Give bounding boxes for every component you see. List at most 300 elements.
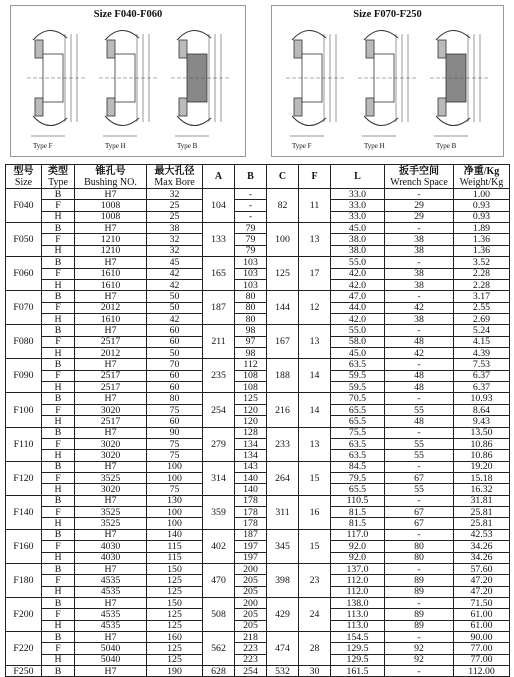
diagram-title: Size F040-F060 [93, 9, 163, 20]
table-row [6, 302, 510, 313]
cell-bushing: 3020 [75, 484, 147, 495]
cell-a: 104 [203, 189, 235, 223]
cell-a: 470 [203, 563, 235, 597]
cell-b: 205 [235, 575, 267, 586]
cell-size: F140 [6, 495, 42, 529]
cell-b: 80 [235, 313, 267, 324]
cell-wrench-space: 89 [385, 620, 454, 631]
cell-b: 205 [235, 609, 267, 620]
cell-max-bore: 50 [147, 291, 203, 302]
cell-max-bore: 50 [147, 348, 203, 359]
cell-max-bore: 42 [147, 313, 203, 324]
cell-b: 120 [235, 416, 267, 427]
cell-wrench-space: 67 [385, 507, 454, 518]
cell-bushing: 4535 [75, 586, 147, 597]
cell-type: H [42, 416, 75, 427]
cell-b: 140 [235, 484, 267, 495]
cell-l: 65.5 [331, 416, 385, 427]
cell-size: F200 [6, 597, 42, 631]
tyre-outline [292, 116, 326, 126]
cell-b: - [235, 189, 267, 200]
cell-wrench-space: - [385, 597, 454, 608]
cell-type: B [42, 359, 75, 370]
cell-size: F110 [6, 427, 42, 461]
table-row [6, 268, 510, 279]
cell-type: B [42, 223, 75, 234]
cell-max-bore: 75 [147, 450, 203, 461]
cell-f: 14 [299, 359, 331, 393]
cell-l: 33.0 [331, 211, 385, 222]
cell-l: 75.5 [331, 427, 385, 438]
type-label: Type H [105, 142, 126, 150]
cell-type: H [42, 382, 75, 393]
cell-weight: 2.55 [454, 302, 510, 313]
cell-f: 13 [299, 325, 331, 359]
cell-max-bore: 75 [147, 404, 203, 415]
cell-weight: 25.81 [454, 518, 510, 529]
cell-b: 79 [235, 245, 267, 256]
cell-weight: 61.00 [454, 609, 510, 620]
cell-bushing: 1610 [75, 279, 147, 290]
type-label: Type F [292, 142, 312, 150]
cell-type: B [42, 495, 75, 506]
cell-b: 98 [235, 348, 267, 359]
cell-a: 359 [203, 495, 235, 529]
cell-max-bore: 115 [147, 552, 203, 563]
table-row [6, 552, 510, 563]
cell-size: F160 [6, 529, 42, 563]
cell-wrench-space: - [385, 359, 454, 370]
col-f: F [299, 165, 331, 189]
coupling-drawing-3 [430, 30, 488, 150]
cell-weight: 61.00 [454, 620, 510, 631]
cell-bushing: 3020 [75, 404, 147, 415]
cell-b: 140 [235, 472, 267, 483]
table-row [6, 597, 510, 608]
tyre-outline [177, 116, 211, 126]
cell-wrench-space: 55 [385, 484, 454, 495]
cell-bushing: 4030 [75, 552, 147, 563]
cell-type: B [42, 189, 75, 200]
cell-weight: 34.26 [454, 541, 510, 552]
cell-wrench-space: - [385, 495, 454, 506]
cell-b: 79 [235, 234, 267, 245]
cell-wrench-space: 38 [385, 234, 454, 245]
col-wrench-space: 扳手空间 Wrench Space [385, 165, 454, 189]
cell-weight: 47.20 [454, 575, 510, 586]
cell-b: 108 [235, 382, 267, 393]
cell-bushing: H7 [75, 563, 147, 574]
cell-f: 24 [299, 597, 331, 631]
cell-weight: 4.39 [454, 348, 510, 359]
cell-bushing: 2517 [75, 336, 147, 347]
tyre-outline [33, 30, 67, 40]
cell-b: 134 [235, 450, 267, 461]
tyre-outline [364, 30, 398, 40]
table-row [6, 654, 510, 665]
cell-max-bore: 80 [147, 393, 203, 404]
cell-weight: 13.50 [454, 427, 510, 438]
cell-wrench-space: - [385, 325, 454, 336]
cell-bushing: H7 [75, 597, 147, 608]
cell-weight: 8.64 [454, 404, 510, 415]
cell-size: F090 [6, 359, 42, 393]
cell-weight: 0.93 [454, 211, 510, 222]
cell-a: 211 [203, 325, 235, 359]
cell-type: F [42, 541, 75, 552]
cell-c: 398 [267, 563, 299, 597]
cell-weight: 1.89 [454, 223, 510, 234]
cell-type: H [42, 450, 75, 461]
cell-b: - [235, 211, 267, 222]
cell-bushing: 1210 [75, 234, 147, 245]
cell-l: 154.5 [331, 632, 385, 643]
cell-bushing: H7 [75, 291, 147, 302]
cell-b: 197 [235, 552, 267, 563]
cell-c: 144 [267, 291, 299, 325]
cell-type: F [42, 643, 75, 654]
cell-f: 13 [299, 427, 331, 461]
table-row [6, 189, 510, 200]
cell-type: F [42, 438, 75, 449]
type-label: Type B [436, 142, 457, 150]
table-row [6, 563, 510, 574]
cell-weight: 3.52 [454, 257, 510, 268]
table-row [6, 666, 510, 677]
cell-wrench-space: - [385, 529, 454, 540]
cell-size: F060 [6, 257, 42, 291]
cell-max-bore: 90 [147, 427, 203, 438]
cell-l: 58.0 [331, 336, 385, 347]
cell-f: 17 [299, 257, 331, 291]
col-weight: 净重/Kg Weight/Kg [454, 165, 510, 189]
flange-section [438, 40, 446, 58]
cell-l: 92.0 [331, 541, 385, 552]
cell-c: 216 [267, 393, 299, 427]
table-row [6, 484, 510, 495]
cell-max-bore: 60 [147, 325, 203, 336]
cell-max-bore: 60 [147, 382, 203, 393]
cell-type: F [42, 609, 75, 620]
cell-l: 45.0 [331, 223, 385, 234]
cell-wrench-space: - [385, 427, 454, 438]
cell-wrench-space: 38 [385, 268, 454, 279]
cell-bushing: 2012 [75, 302, 147, 313]
cell-a: 628 [203, 666, 235, 677]
cell-wrench-space: - [385, 223, 454, 234]
cell-wrench-space: 80 [385, 552, 454, 563]
cell-wrench-space: 48 [385, 416, 454, 427]
cell-type: F [42, 302, 75, 313]
cell-weight: 3.17 [454, 291, 510, 302]
cell-weight: 9.43 [454, 416, 510, 427]
cell-bushing: H7 [75, 495, 147, 506]
cell-weight: 1.36 [454, 245, 510, 256]
cell-wrench-space: - [385, 563, 454, 574]
cell-max-bore: 125 [147, 654, 203, 665]
cell-weight: 1.00 [454, 189, 510, 200]
cell-l: 84.5 [331, 461, 385, 472]
table-row [6, 404, 510, 415]
cell-max-bore: 25 [147, 211, 203, 222]
cell-max-bore: 125 [147, 609, 203, 620]
cell-c: 474 [267, 632, 299, 666]
flange-section [35, 98, 43, 116]
cell-wrench-space: - [385, 291, 454, 302]
cell-weight: 112.00 [454, 666, 510, 677]
cell-b: 103 [235, 257, 267, 268]
table-row [6, 370, 510, 381]
table-header-row [6, 165, 510, 189]
table-row [6, 586, 510, 597]
cell-wrench-space: 55 [385, 404, 454, 415]
table-row [6, 495, 510, 506]
col-bushing: 锥孔号 Bushing NO. [75, 165, 147, 189]
cell-max-bore: 100 [147, 472, 203, 483]
cell-f: 28 [299, 632, 331, 666]
cell-max-bore: 190 [147, 666, 203, 677]
cell-max-bore: 150 [147, 597, 203, 608]
cell-max-bore: 32 [147, 189, 203, 200]
cell-weight: 4.15 [454, 336, 510, 347]
table-row [6, 336, 510, 347]
cell-l: 110.5 [331, 495, 385, 506]
table-row [6, 223, 510, 234]
cell-b: 200 [235, 597, 267, 608]
cell-c: 532 [267, 666, 299, 677]
cell-weight: 2.28 [454, 268, 510, 279]
cell-wrench-space: 92 [385, 643, 454, 654]
cell-max-bore: 75 [147, 438, 203, 449]
cell-bushing: H7 [75, 393, 147, 404]
cell-type: H [42, 586, 75, 597]
cell-l: 33.0 [331, 200, 385, 211]
cell-max-bore: 100 [147, 461, 203, 472]
coupling-cross-section-drawings [272, 20, 503, 156]
cell-c: 311 [267, 495, 299, 529]
cell-wrench-space: 55 [385, 450, 454, 461]
cell-b: 187 [235, 529, 267, 540]
flange-section [107, 40, 115, 58]
cell-max-bore: 125 [147, 620, 203, 631]
cell-size: F070 [6, 291, 42, 325]
cell-a: 165 [203, 257, 235, 291]
cell-size: F080 [6, 325, 42, 359]
cell-f: 23 [299, 563, 331, 597]
cell-max-bore: 140 [147, 529, 203, 540]
cell-weight: 47.20 [454, 586, 510, 597]
coupling-cross-section-drawings [11, 20, 245, 156]
cell-b: 125 [235, 393, 267, 404]
cell-type: B [42, 563, 75, 574]
cell-wrench-space: 67 [385, 472, 454, 483]
cell-wrench-space: 67 [385, 518, 454, 529]
diagram-panel-large-sizes [271, 5, 504, 157]
cell-type: B [42, 632, 75, 643]
col-l: L [331, 165, 385, 189]
cell-a: 187 [203, 291, 235, 325]
cell-type: F [42, 404, 75, 415]
cell-weight: 19.20 [454, 461, 510, 472]
cell-size: F050 [6, 223, 42, 257]
cell-type: F [42, 575, 75, 586]
cell-weight: 10.86 [454, 438, 510, 449]
table-row [6, 609, 510, 620]
cell-b: 134 [235, 438, 267, 449]
cell-wrench-space: 38 [385, 279, 454, 290]
cell-type: B [42, 461, 75, 472]
cell-l: 113.0 [331, 609, 385, 620]
cell-a: 133 [203, 223, 235, 257]
cell-c: 264 [267, 461, 299, 495]
cell-type: B [42, 597, 75, 608]
cell-a: 254 [203, 393, 235, 427]
cell-b: 178 [235, 507, 267, 518]
cell-l: 42.0 [331, 279, 385, 290]
cell-weight: 77.00 [454, 643, 510, 654]
cell-type: F [42, 234, 75, 245]
cell-l: 112.0 [331, 575, 385, 586]
table-row [6, 450, 510, 461]
cell-b: 108 [235, 370, 267, 381]
cell-wrench-space: 48 [385, 382, 454, 393]
cell-b: 218 [235, 632, 267, 643]
tyre-outline [33, 116, 67, 126]
table-row [6, 234, 510, 245]
cell-weight: 34.26 [454, 552, 510, 563]
cell-bushing: H7 [75, 325, 147, 336]
cell-l: 138.0 [331, 597, 385, 608]
tyre-outline [177, 30, 211, 40]
table-row [6, 359, 510, 370]
cell-type: B [42, 393, 75, 404]
cell-max-bore: 100 [147, 518, 203, 529]
cell-type: H [42, 518, 75, 529]
col-type: 类型 Type [42, 165, 75, 189]
cell-wrench-space: - [385, 189, 454, 200]
diagram-title: Size F070-F250 [353, 9, 422, 20]
cell-l: 65.5 [331, 404, 385, 415]
cell-max-bore: 100 [147, 507, 203, 518]
cell-b: 200 [235, 563, 267, 574]
cell-b: 112 [235, 359, 267, 370]
cell-wrench-space: 89 [385, 609, 454, 620]
cell-f: 14 [299, 393, 331, 427]
table-row [6, 279, 510, 290]
type-label: Type F [33, 142, 53, 150]
cell-size: F250 [6, 666, 42, 677]
type-label: Type B [177, 142, 198, 150]
cell-l: 63.5 [331, 359, 385, 370]
cell-l: 113.0 [331, 620, 385, 631]
cell-bushing: H7 [75, 223, 147, 234]
cell-l: 42.0 [331, 268, 385, 279]
cell-wrench-space: 89 [385, 586, 454, 597]
cell-max-bore: 75 [147, 484, 203, 495]
cell-wrench-space: 92 [385, 654, 454, 665]
coupling-drawing-2 [99, 30, 157, 150]
cell-type: H [42, 348, 75, 359]
cell-l: 63.5 [331, 450, 385, 461]
cell-type: F [42, 268, 75, 279]
cell-b: 128 [235, 427, 267, 438]
cell-type: F [42, 200, 75, 211]
cell-l: 70.5 [331, 393, 385, 404]
cell-weight: 71.50 [454, 597, 510, 608]
cell-b: 205 [235, 620, 267, 631]
cell-b: 223 [235, 643, 267, 654]
cell-b: 79 [235, 223, 267, 234]
cell-c: 345 [267, 529, 299, 563]
cell-b: 197 [235, 541, 267, 552]
cell-c: 233 [267, 427, 299, 461]
cell-a: 279 [203, 427, 235, 461]
cell-bushing: H7 [75, 427, 147, 438]
table-row [6, 200, 510, 211]
cell-bushing: 1610 [75, 268, 147, 279]
cell-a: 562 [203, 632, 235, 666]
col-max-bore: 最大孔径 Max Bore [147, 165, 203, 189]
tyre-outline [436, 30, 470, 40]
cell-max-bore: 60 [147, 416, 203, 427]
flange-section [366, 98, 374, 116]
table-row [6, 211, 510, 222]
cell-c: 100 [267, 223, 299, 257]
cell-weight: 15.18 [454, 472, 510, 483]
table-row [6, 461, 510, 472]
cell-max-bore: 42 [147, 279, 203, 290]
cell-a: 508 [203, 597, 235, 631]
cell-b: 178 [235, 495, 267, 506]
cell-max-bore: 32 [147, 245, 203, 256]
cell-c: 167 [267, 325, 299, 359]
cell-b: 223 [235, 654, 267, 665]
table-row [6, 245, 510, 256]
cell-weight: 7.53 [454, 359, 510, 370]
cell-wrench-space: 42 [385, 302, 454, 313]
cell-bushing: H7 [75, 461, 147, 472]
table-row [6, 632, 510, 643]
cell-size: F180 [6, 563, 42, 597]
cell-type: F [42, 370, 75, 381]
table-row [6, 257, 510, 268]
cell-l: 44.0 [331, 302, 385, 313]
cell-l: 59.5 [331, 370, 385, 381]
table-row [6, 416, 510, 427]
cell-wrench-space: 38 [385, 245, 454, 256]
cell-bushing: H7 [75, 666, 147, 677]
cell-b: 143 [235, 461, 267, 472]
table-row [6, 541, 510, 552]
cell-type: H [42, 279, 75, 290]
flange-section [179, 40, 187, 58]
cell-max-bore: 60 [147, 336, 203, 347]
cell-bushing: 2012 [75, 348, 147, 359]
cell-l: 129.5 [331, 643, 385, 654]
cell-bushing: H7 [75, 359, 147, 370]
cell-type: F [42, 472, 75, 483]
cell-max-bore: 150 [147, 563, 203, 574]
cell-weight: 10.86 [454, 450, 510, 461]
table-row [6, 393, 510, 404]
cell-bushing: 3525 [75, 472, 147, 483]
cell-bushing: 1610 [75, 313, 147, 324]
cell-bushing: 1008 [75, 200, 147, 211]
coupling-drawing-1 [286, 30, 344, 150]
cell-weight: 5.24 [454, 325, 510, 336]
cell-f: 12 [299, 291, 331, 325]
table-row [6, 291, 510, 302]
